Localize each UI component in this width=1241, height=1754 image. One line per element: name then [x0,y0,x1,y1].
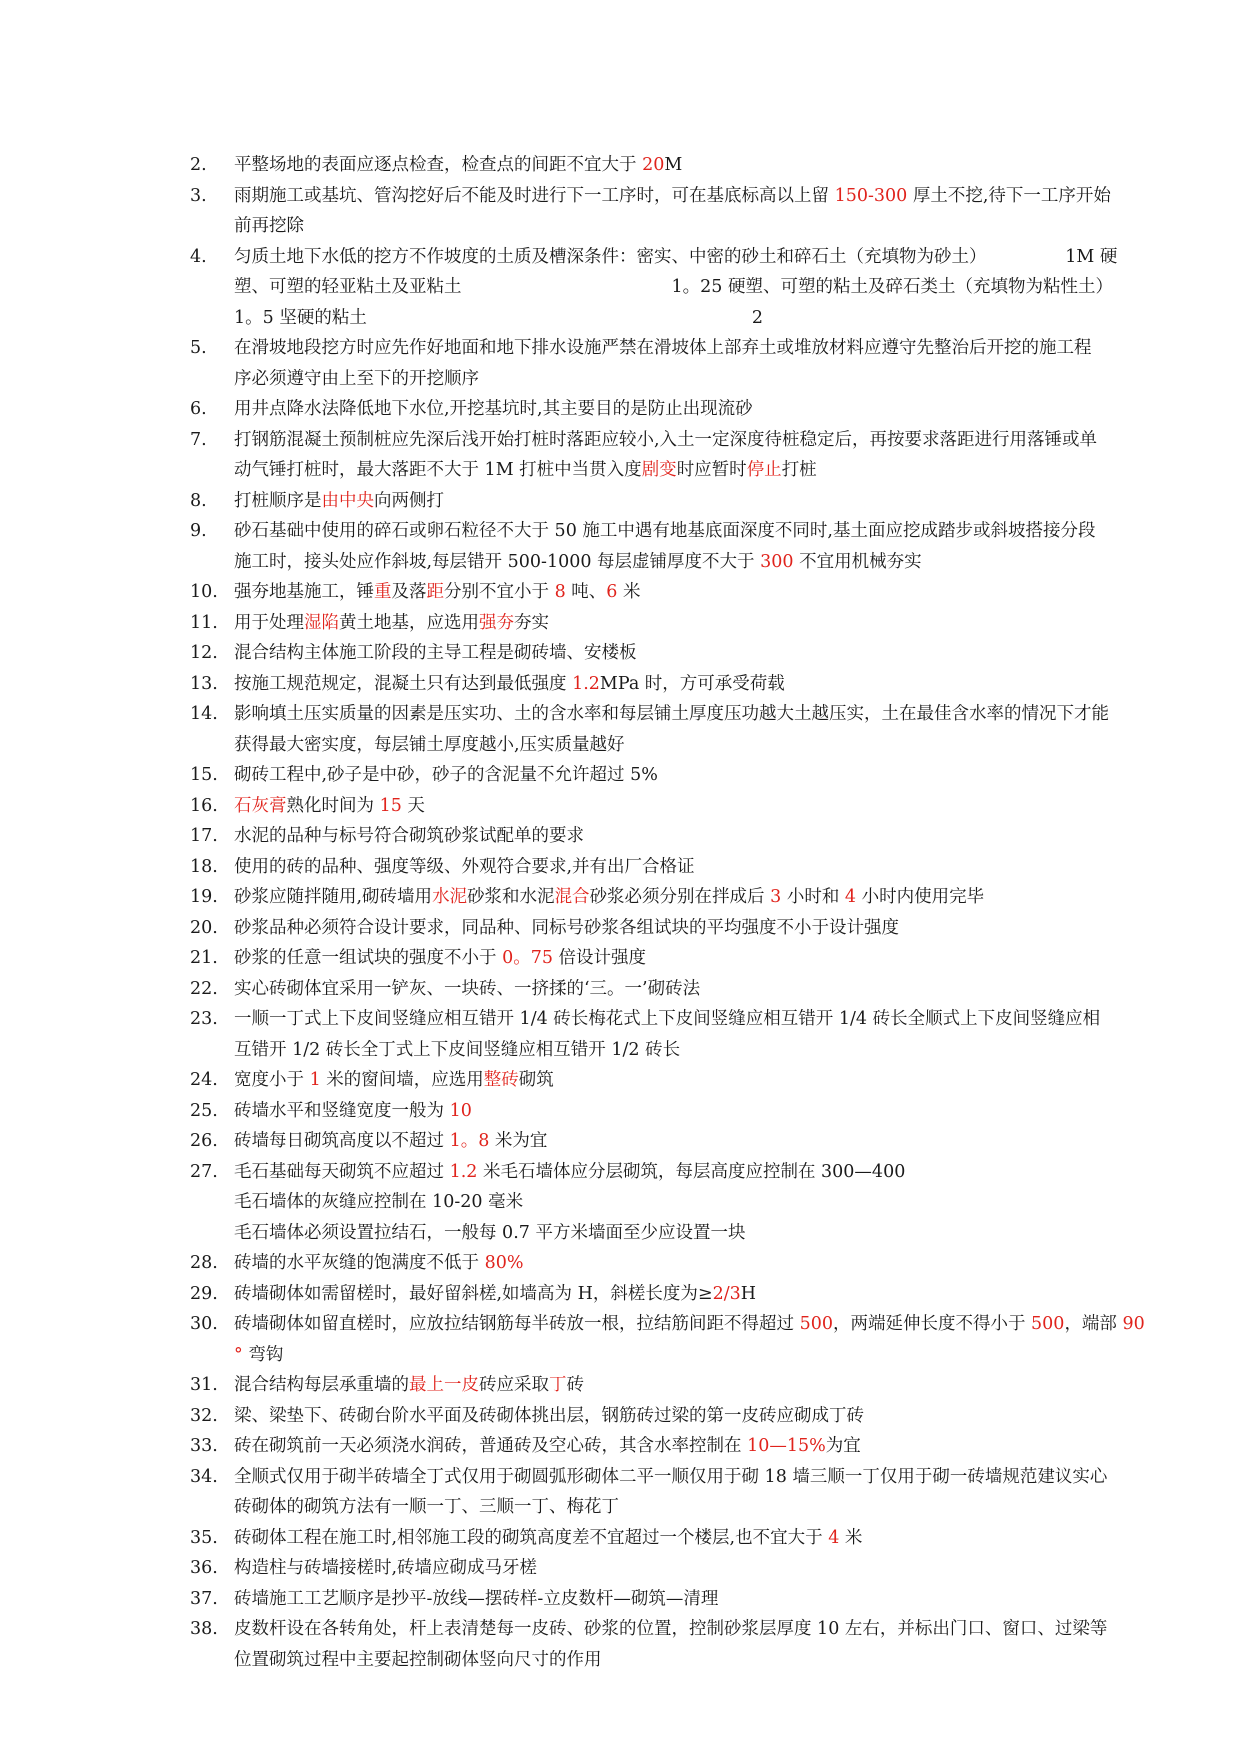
text-segment: 用于处理 [234,612,304,633]
highlighted-text: 距 [426,582,444,602]
text-segment: 砖墙施工工艺顺序是抄平-放线—摆砖样-立皮数杆—砌筑—清理 [234,1588,719,1609]
text-segment: 实心砖砌体宜采用一铲灰、一块砖、一挤揉的‘三。一’砌砖法 [234,978,701,999]
item-text [234,1096,1190,1127]
highlighted-text: 10 [449,1100,472,1121]
text-segment: 砂浆品种必须符合设计要求，同品种、同标号砂浆各组试块的平均强度不小于设计强度 [234,917,899,938]
item-number: 19. [190,887,218,907]
text-segment: 毛石墙体的灰缝应控制在 10-20 毫米 [234,1192,524,1212]
item-text [234,1004,1190,1065]
text-segment: 按施工规范规定，混凝土只有达到最低强度 [234,673,573,694]
highlighted-text: 停止 [746,460,782,480]
item-line [234,913,1190,944]
text-segment: 砖墙砌体如留直槎时，应放拉结钢筋每半砖放一根，拉结筋间距不得超过 [234,1314,800,1334]
highlighted-text: 150-300 [834,185,908,206]
item-text [234,913,1190,944]
text-segment: 影响填土压实质量的因素是压实功、土的含水率和每层铺土厚度压功越大土越压实，土在最佳含水率的情况下才能 [234,704,1109,724]
text-segment: 米毛石墙体应分层砌筑，每层高度应控制在 300—400 [477,1161,906,1182]
list-item [190,699,1190,760]
item-number: 10. [190,582,218,602]
text-segment: 打桩 [781,460,817,480]
item-line [234,1370,1190,1401]
list-item [190,333,1190,394]
item-text [234,333,1190,394]
list-item [190,1370,1190,1401]
highlighted-text: 4 [828,1527,840,1548]
item-text [234,1065,1190,1096]
item-number: 3. [190,185,207,206]
list-item [190,669,1190,700]
list-item [190,1401,1190,1432]
item-number: 25. [190,1100,218,1121]
list-item [190,1431,1190,1462]
item-line [234,333,1190,364]
item-text [234,425,1190,486]
item-number: 17. [190,826,218,846]
document-body [190,150,1190,1675]
list-item [190,1004,1190,1065]
text-segment: 打桩顺序是 [234,490,322,511]
list-item [190,760,1190,791]
text-segment: 宽度小于 [234,1070,310,1090]
item-line [234,1096,1190,1127]
list-item [190,608,1190,639]
text-segment: 毛石墙体必须设置拉结石，一般每 0.7 平方米墙面至少应设置一块 [234,1222,746,1243]
item-number: 34. [190,1466,218,1487]
list-item [190,1523,1190,1554]
item-number: 23. [190,1009,218,1029]
text-segment: 弯钩 [242,1344,284,1365]
highlighted-text: 3 [770,887,782,907]
item-line [234,1248,1190,1279]
item-text [234,1126,1190,1157]
item-number: 31. [190,1375,218,1395]
item-number: 15. [190,765,218,785]
item-number: 38. [190,1619,218,1639]
item-number: 6. [190,399,207,419]
highlighted-text: 混合 [554,887,590,907]
text-segment: 动气锤打桩时，最大落距不大于 1M 打桩中当贯入度 [234,460,642,480]
item-line [234,669,1190,700]
item-line [234,303,1190,334]
text-segment: 砖墙水平和竖缝宽度一般为 [234,1100,450,1121]
item-number: 35. [190,1527,218,1548]
item-text [234,181,1190,242]
item-line [234,1004,1190,1035]
item-line [234,181,1190,212]
item-line [234,455,1190,486]
text-segment: 在滑坡地段挖方时应先作好地面和地下排水设施严禁在滑坡体上部弃土或堆放材料应遵守先整治后开挖的施工程 [234,338,1092,358]
item-line [234,699,1190,730]
text-segment: 砖在砌筑前一天必须浇水润砖，普通砖及空心砖，其含水率控制在 [234,1436,748,1456]
text-segment: 施工时，接头处应作斜坡,每层错开 500-1000 每层虚铺厚度不大于 [234,551,761,572]
text-segment: 1。5 坚硬的粘土 2 [234,307,763,328]
item-text [234,882,1190,913]
item-number: 24. [190,1070,218,1090]
text-segment: 砂石基础中使用的碎石或卵石粒径不大于 50 施工中遇有地基底面深度不同时,基土面应挖成踏步或斜坡搭接分段 [234,521,1096,541]
text-segment: 米 [617,582,641,602]
list-item [190,1614,1190,1675]
item-line [234,272,1190,303]
highlighted-text: 0。75 [502,948,553,968]
item-number: 22. [190,978,218,999]
text-segment: 砂浆和水泥 [467,887,555,907]
highlighted-text: 500 [1031,1314,1065,1334]
text-segment: 时应暂时 [676,460,747,480]
highlighted-text: 1.2 [449,1161,478,1182]
item-number: 16. [190,795,218,816]
text-segment: 梁、梁垫下、砖砌台阶水平面及砖砌体挑出层，钢筋砖过梁的第一皮砖应砌成丁砖 [234,1405,864,1426]
list-item [190,821,1190,852]
item-text [234,577,1190,608]
text-segment: 熟化时间为 [286,795,380,816]
highlighted-text: 300 [760,551,794,572]
list-item [190,425,1190,486]
item-text [234,242,1190,334]
text-segment: 砌筑 [518,1070,554,1090]
list-item [190,1157,1190,1249]
item-line [234,1523,1190,1554]
item-line [234,821,1190,852]
item-line [234,1584,1190,1615]
highlighted-text: 重 [374,582,392,602]
item-line [234,150,1190,181]
item-text [234,1584,1190,1615]
item-text [234,638,1190,669]
highlighted-text: 1.2 [572,673,600,694]
text-segment: 全顺式仅用于砌半砖墙全丁式仅用于砌圆弧形砌体二平一顺仅用于砌 18 墙三顺一丁仅用于砌一砖墙规范建议实心 [234,1466,1108,1487]
item-text [234,1157,1190,1249]
item-number: 9. [190,521,207,541]
item-text [234,1248,1190,1279]
item-line [234,1645,1190,1676]
item-text [234,1614,1190,1675]
item-text [234,1401,1190,1432]
item-number: 20. [190,917,218,938]
highlighted-text: 8 [554,582,566,602]
item-line [234,638,1190,669]
item-line [234,882,1190,913]
text-segment: 构造柱与砖墙接槎时,砖墙应砌成马牙槎 [234,1558,538,1578]
list-item [190,1553,1190,1584]
text-segment: 吨、 [565,582,607,602]
text-segment: 混合结构每层承重墙的 [234,1375,409,1395]
text-segment: MPa 时，方可承受荷载 [599,673,785,694]
text-segment: 砂浆的任意一组试块的强度不小于 [234,948,503,968]
highlighted-text: ° [234,1344,243,1365]
item-number: 33. [190,1436,218,1456]
text-segment: 夯实 [514,612,549,633]
highlighted-text: 4 [844,887,857,907]
list-item [190,1309,1190,1370]
text-segment: ，端部 [1064,1314,1123,1334]
highlighted-text: 石灰膏 [234,795,287,816]
item-line [234,760,1190,791]
item-number: 12. [190,643,218,663]
text-segment: 雨期施工或基坑、管沟挖好后不能及时进行下一工序时，可在基底标高以上留 [234,185,835,206]
list-item [190,791,1190,822]
item-number: 14. [190,704,218,724]
list-item [190,1279,1190,1310]
item-line [234,1340,1190,1371]
item-line [234,1279,1190,1310]
list-item [190,882,1190,913]
list-item [190,638,1190,669]
highlighted-text: 整砖 [483,1070,519,1090]
item-line [234,1309,1190,1340]
text-segment: 一顺一丁式上下皮间竖缝应相互错开 1/4 砖长梅花式上下皮间竖缝应相互错开 1/4 砖长全顺式上下皮间竖缝应相 [234,1009,1101,1029]
item-line [234,425,1190,456]
item-number: 36. [190,1558,218,1578]
item-number: 37. [190,1588,218,1609]
item-line [234,486,1190,517]
item-number: 18. [190,856,218,877]
item-number: 30. [190,1314,218,1334]
item-text [234,1553,1190,1584]
highlighted-text: 1 [309,1070,321,1090]
item-text [234,1462,1190,1523]
item-line [234,1492,1190,1523]
text-segment: M [664,155,683,175]
text-segment: 砖应采取 [479,1375,549,1395]
highlighted-text: 强夯 [479,612,514,633]
highlighted-text: 剧变 [641,460,677,480]
item-number: 32. [190,1405,218,1426]
list-item [190,1248,1190,1279]
item-line [234,547,1190,578]
item-line [234,852,1190,883]
highlighted-text: 湿陷 [304,612,339,633]
item-number: 28. [190,1253,218,1273]
item-line [234,1614,1190,1645]
text-segment: 砖砌体工程在施工时,相邻施工段的砌筑高度差不宜超过一个楼层,也不宜大于 [234,1527,829,1548]
item-number: 21. [190,948,218,968]
item-line [234,1218,1190,1249]
text-segment: 匀质土地下水低的挖方不作坡度的土质及槽深条件：密实、中密的砂土和碎石土（充填物为砂土） 1M 硬 [234,246,1118,267]
item-line [234,1035,1190,1066]
text-segment: ，两端延伸长度不得小于 [832,1314,1032,1334]
highlighted-text: 500 [799,1314,833,1334]
highlighted-text: 丁 [549,1375,567,1395]
text-segment: 米的窗间墙，应选用 [320,1070,484,1090]
list-item [190,1584,1190,1615]
item-text [234,150,1190,181]
text-segment: 毛石基础每天砌筑不应超过 [234,1161,450,1182]
highlighted-text: 15 [379,795,402,816]
item-text [234,1309,1190,1370]
item-number: 11. [190,612,218,633]
item-text [234,1279,1190,1310]
text-segment: 打钢筋混凝土预制桩应先深后浅开始打桩时落距应较小,入土一定深度待桩稳定后，再按要求落距进行用落锤或单 [234,429,1098,450]
text-segment: 前再挖除 [234,216,304,236]
list-item [190,1126,1190,1157]
text-segment: 砖墙每日砌筑高度以不超过 [234,1131,450,1151]
highlighted-text: 水泥 [432,887,468,907]
text-segment: 序必须遵守由上至下的开挖顺序 [234,368,479,389]
highlighted-text: 由中央 [321,490,374,511]
list-item [190,852,1190,883]
text-segment: 天 [401,795,425,816]
list-item [190,486,1190,517]
item-text [234,821,1190,852]
highlighted-text: 10—15% [747,1436,826,1456]
item-text [234,699,1190,760]
item-text [234,1523,1190,1554]
text-segment: 获得最大密实度，每层铺土厚度越小,压实质量越好 [234,734,625,755]
list-item [190,974,1190,1005]
text-segment: 强夯地基施工，锤 [234,582,374,602]
text-segment: 塑、可塑的轻亚粘土及亚粘土 1。25 硬塑、可塑的粘土及碎石类土（充填物为粘性土） [234,277,1113,297]
item-text [234,760,1190,791]
highlighted-text: 1。8 [449,1131,490,1151]
item-text [234,1431,1190,1462]
text-segment: 及落 [391,582,427,602]
item-line [234,943,1190,974]
item-line [234,1187,1190,1218]
text-segment: 砌砖工程中,砂子是中砂，砂子的含泥量不允许超过 5% [234,765,658,785]
item-text [234,516,1190,577]
highlighted-text: 90 [1122,1314,1145,1334]
text-segment: 为宜 [825,1436,861,1456]
text-segment: 互错开 1/2 砖长全丁式上下皮间竖缝应相互错开 1/2 砖长 [234,1039,681,1060]
text-segment: 不宜用机械夯实 [793,551,922,572]
item-line [234,608,1190,639]
list-item [190,577,1190,608]
item-text [234,669,1190,700]
item-number: 8. [190,490,207,511]
item-number: 2. [190,155,207,175]
list-item [190,150,1190,181]
item-line [234,577,1190,608]
item-line [234,791,1190,822]
highlighted-text: 2/3 [712,1283,741,1304]
item-text [234,608,1190,639]
list-item [190,913,1190,944]
item-line [234,516,1190,547]
highlighted-text: 最上一皮 [409,1375,479,1395]
item-line [234,1401,1190,1432]
text-segment: 厚土不挖,待下一工序开始 [907,185,1111,206]
item-text [234,486,1190,517]
text-segment: 小时和 [781,887,845,907]
list-item [190,516,1190,577]
highlighted-text: 20 [642,155,665,175]
text-segment: 黄土地基，应选用 [339,612,479,633]
item-line [234,1462,1190,1493]
item-number: 13. [190,673,218,694]
item-line [234,211,1190,242]
item-text [234,1370,1190,1401]
item-number: 7. [190,429,207,450]
list-item [190,242,1190,334]
item-number: 27. [190,1161,218,1182]
item-text [234,394,1190,425]
highlighted-text: 6 [606,582,618,602]
item-number: 5. [190,338,207,358]
text-segment: 砂浆必须分别在拌成后 [589,887,771,907]
item-line [234,1157,1190,1188]
item-line [234,242,1190,273]
item-line [234,1553,1190,1584]
text-segment: 砖 [566,1375,584,1395]
item-number: 26. [190,1131,218,1151]
item-number: 4. [190,246,207,267]
list-item [190,1065,1190,1096]
highlighted-text: 80% [484,1253,524,1273]
list-item [190,1462,1190,1523]
item-line [234,1431,1190,1462]
list-item [190,394,1190,425]
text-segment: 用井点降水法降低地下水位,开挖基坑时,其主要目的是防止出现流砂 [234,399,753,419]
text-segment: 倍设计强度 [552,948,647,968]
text-segment: 砖墙砌体如需留槎时，最好留斜槎,如墙高为 H，斜槎长度为≥ [234,1283,713,1304]
item-text [234,791,1190,822]
text-segment: 位置砌筑过程中主要起控制砌体竖向尺寸的作用 [234,1649,602,1670]
item-line [234,730,1190,761]
item-line [234,1126,1190,1157]
text-segment: 皮数杆设在各转角处，杆上表清楚每一皮砖、砂浆的位置，控制砂浆层厚度 10 左右，并标出门口、窗口、过梁等 [234,1619,1108,1639]
text-segment: 混合结构主体施工阶段的主导工程是砌砖墙、安楼板 [234,643,637,663]
text-segment: 使用的砖的品种、强度等级、外观符合要求,并有出厂合格证 [234,856,695,877]
text-segment: 砖砌体的砌筑方法有一顺一丁、三顺一丁、梅花丁 [234,1497,619,1517]
list-item [190,1096,1190,1127]
text-segment: 米为宜 [489,1131,548,1151]
text-segment: 向两侧打 [374,490,444,511]
text-segment: 小时内使用完毕 [856,887,985,907]
text-segment: H [740,1283,756,1304]
item-line [234,364,1190,395]
text-segment: 米 [839,1527,863,1548]
text-segment: 水泥的品种与标号符合砌筑砂浆试配单的要求 [234,826,584,846]
text-segment: 分别不宜小于 [444,582,555,602]
list-item [190,181,1190,242]
item-line [234,974,1190,1005]
text-segment: 砂浆应随拌随用,砌砖墙用 [234,887,433,907]
item-text [234,974,1190,1005]
item-text [234,943,1190,974]
text-segment: 砖墙的水平灰缝的饱满度不低于 [234,1253,485,1273]
item-line [234,394,1190,425]
item-line [234,1065,1190,1096]
item-number: 29. [190,1283,218,1304]
item-text [234,852,1190,883]
text-segment: 平整场地的表面应逐点检查，检查点的间距不宜大于 [234,155,643,175]
list-item [190,943,1190,974]
